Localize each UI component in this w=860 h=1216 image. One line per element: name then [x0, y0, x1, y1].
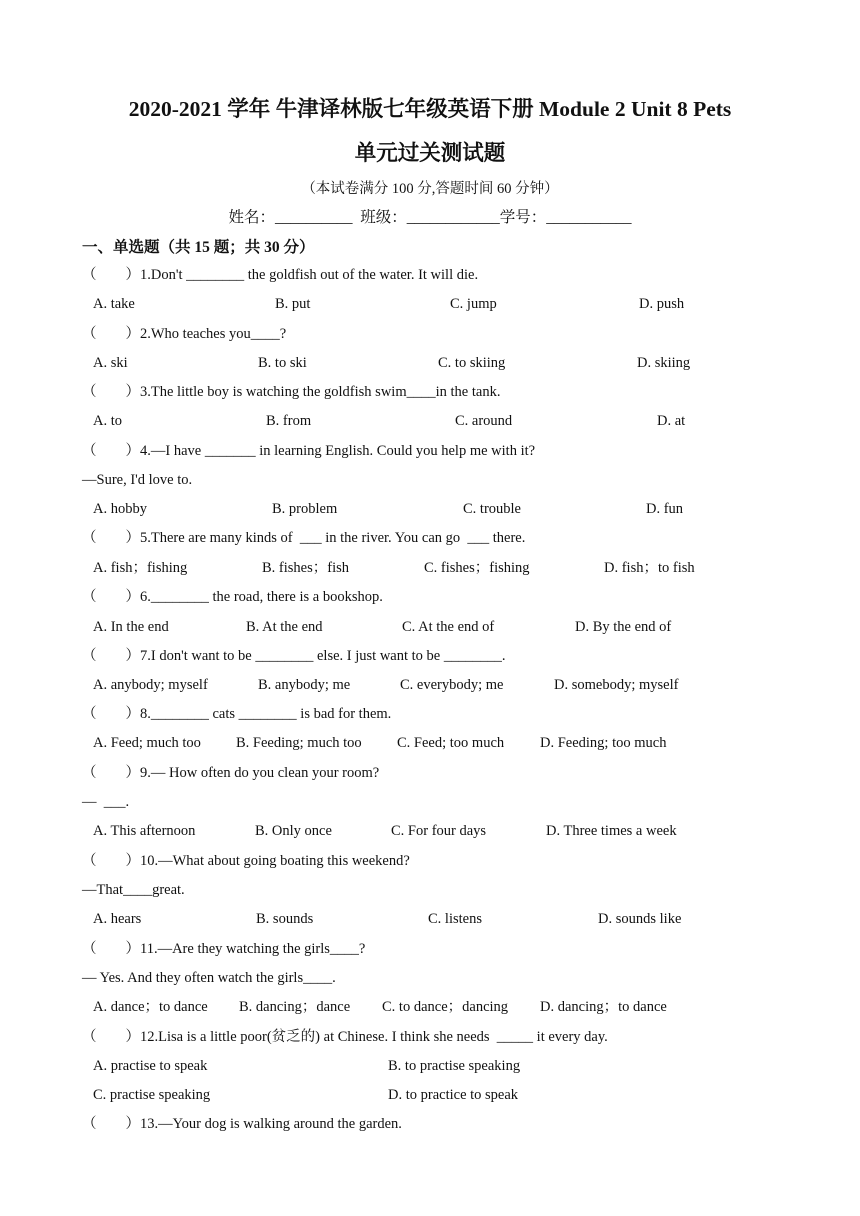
question-6-text: 6.________ the road, there is a bookshop.: [140, 589, 383, 605]
question-12-text: 12.Lisa is a little poor(贫乏的) at Chinese. I think she needs _____ it every day.: [140, 1029, 608, 1045]
q9-option-d: D. Three times a week: [546, 823, 677, 839]
question-11-text: 11.—Are they watching the girls____?: [140, 941, 366, 957]
q6-option-c: C. At the end of: [402, 619, 495, 635]
question-13-stem: [82, 1114, 402, 1134]
q12-option-a: A. practise to speak: [93, 1058, 208, 1074]
q1-option-c: C. jump: [450, 296, 497, 312]
answer-paren: （ ）: [82, 765, 140, 781]
answer-paren: （ ）: [82, 384, 140, 400]
answer-paren: （ ）: [82, 443, 140, 459]
q5-option-c: C. fishes；fishing: [424, 560, 530, 576]
question-9-text: 9.— How often do you clean your room?: [140, 765, 380, 781]
question-7-text: 7.I don't want to be ________ else. I just want to be ________.: [140, 648, 506, 664]
answer-paren: （ ）: [82, 648, 140, 664]
question-4-text: 4.—I have _______ in learning English. Could you help me with it?: [140, 443, 536, 459]
question-9-reply: — ___.: [82, 794, 130, 810]
question-13-text: 13.—Your dog is walking around the garden.: [140, 1116, 402, 1132]
q6-option-a: A. In the end: [93, 619, 169, 635]
answer-paren: （ ）: [82, 1116, 140, 1132]
question-2-text: 2.Who teaches you____?: [140, 326, 287, 342]
q10-option-c: C. listens: [428, 911, 482, 927]
q3-option-a: A. to: [93, 413, 122, 429]
question-1-stem: [82, 265, 478, 285]
q3-option-b: B. from: [266, 413, 312, 429]
q4-option-c: C. trouble: [463, 501, 521, 517]
exam-title: 2020-2021 学年 牛津译林版七年级英语下册 Module 2 Unit 8 Pets: [128, 97, 732, 121]
q10-option-d: D. sounds like: [598, 911, 682, 927]
q7-option-c: C. everybody; me: [400, 677, 504, 693]
question-10-text: 10.—What about going boating this weekend?: [140, 853, 410, 869]
q2-option-a: A. ski: [93, 355, 128, 371]
q10-option-a: A. hears: [93, 911, 142, 927]
question-8-stem: [82, 704, 391, 724]
q9-option-c: C. For four days: [391, 823, 487, 839]
q8-option-b: B. Feeding; much too: [236, 735, 362, 751]
q7-option-d: D. somebody; myself: [554, 677, 679, 693]
q3-option-c: C. around: [455, 413, 513, 429]
q12-option-d: D. to practice to speak: [388, 1087, 519, 1103]
exam-subtitle: （本试卷满分 100 分,答题时间 60 分钟）: [301, 181, 559, 197]
q11-option-b: B. dancing；dance: [239, 999, 351, 1015]
question-10-reply: —That____great.: [82, 882, 185, 898]
question-5-text: 5.There are many kinds of ___ in the river. You can go ___ there.: [140, 530, 526, 546]
q12-option-b: B. to practise speaking: [388, 1058, 521, 1074]
answer-paren: （ ）: [82, 941, 140, 957]
q4-option-b: B. problem: [272, 501, 338, 517]
question-11-stem: [82, 939, 365, 959]
question-9-stem: [82, 763, 379, 783]
question-2-stem: [82, 324, 286, 344]
q11-option-c: C. to dance；dancing: [382, 999, 509, 1015]
question-11-reply: — Yes. And they often watch the girls____.: [82, 970, 336, 986]
q8-option-c: C. Feed; too much: [397, 735, 505, 751]
question-10-stem: [82, 851, 410, 871]
q11-option-d: D. dancing；to dance: [540, 999, 667, 1015]
q5-option-b: B. fishes；fish: [262, 560, 349, 576]
answer-paren: （ ）: [82, 326, 140, 342]
exam-title-line2: 单元过关测试题: [354, 141, 506, 165]
student-info-line: 姓名：__________ 班级：____________学号：___________: [228, 209, 632, 226]
question-12-stem: [82, 1027, 608, 1047]
q9-option-a: A. This afternoon: [93, 823, 196, 839]
question-4-reply: —Sure, I'd love to.: [82, 472, 193, 488]
q3-option-d: D. at: [657, 413, 686, 429]
question-1-text: 1.Don't ________ the goldfish out of the water. It will die.: [140, 267, 479, 283]
q11-option-a: A. dance；to dance: [93, 999, 208, 1015]
question-6-stem: [82, 587, 383, 607]
answer-paren: （ ）: [82, 267, 140, 283]
answer-paren: （ ）: [82, 530, 140, 546]
q2-option-b: B. to ski: [258, 355, 307, 371]
q8-option-a: A. Feed; much too: [93, 735, 201, 751]
question-3-text: 3.The little boy is watching the goldfish swim____in the tank.: [140, 384, 501, 400]
q4-option-a: A. hobby: [93, 501, 147, 517]
question-5-stem: [82, 528, 525, 548]
answer-paren: （ ）: [82, 853, 140, 869]
q6-option-d: D. By the end of: [575, 619, 672, 635]
question-3-stem: [82, 382, 500, 402]
answer-paren: （ ）: [82, 1029, 140, 1045]
q5-option-d: D. fish；to fish: [604, 560, 695, 576]
q7-option-b: B. anybody; me: [258, 677, 351, 693]
q2-option-c: C. to skiing: [438, 355, 506, 371]
q9-option-b: B. Only once: [255, 823, 332, 839]
q1-option-b: B. put: [275, 296, 311, 312]
q6-option-b: B. At the end: [246, 619, 323, 635]
q4-option-d: D. fun: [646, 501, 684, 517]
section-title: 一、单选题（共 15 题；共 30 分）: [82, 239, 315, 256]
answer-paren: （ ）: [82, 589, 140, 605]
q2-option-d: D. skiing: [637, 355, 691, 371]
question-8-text: 8.________ cats ________ is bad for them.: [140, 706, 392, 722]
q7-option-a: A. anybody; myself: [93, 677, 208, 693]
answer-paren: （ ）: [82, 706, 140, 722]
q5-option-a: A. fish；fishing: [93, 560, 188, 576]
q12-option-c: C. practise speaking: [93, 1087, 211, 1103]
q8-option-d: D. Feeding; too much: [540, 735, 667, 751]
q1-option-a: A. take: [93, 296, 135, 312]
q10-option-b: B. sounds: [256, 911, 314, 927]
q1-option-d: D. push: [639, 296, 685, 312]
question-4-stem: [82, 441, 535, 461]
question-7-stem: [82, 646, 505, 666]
